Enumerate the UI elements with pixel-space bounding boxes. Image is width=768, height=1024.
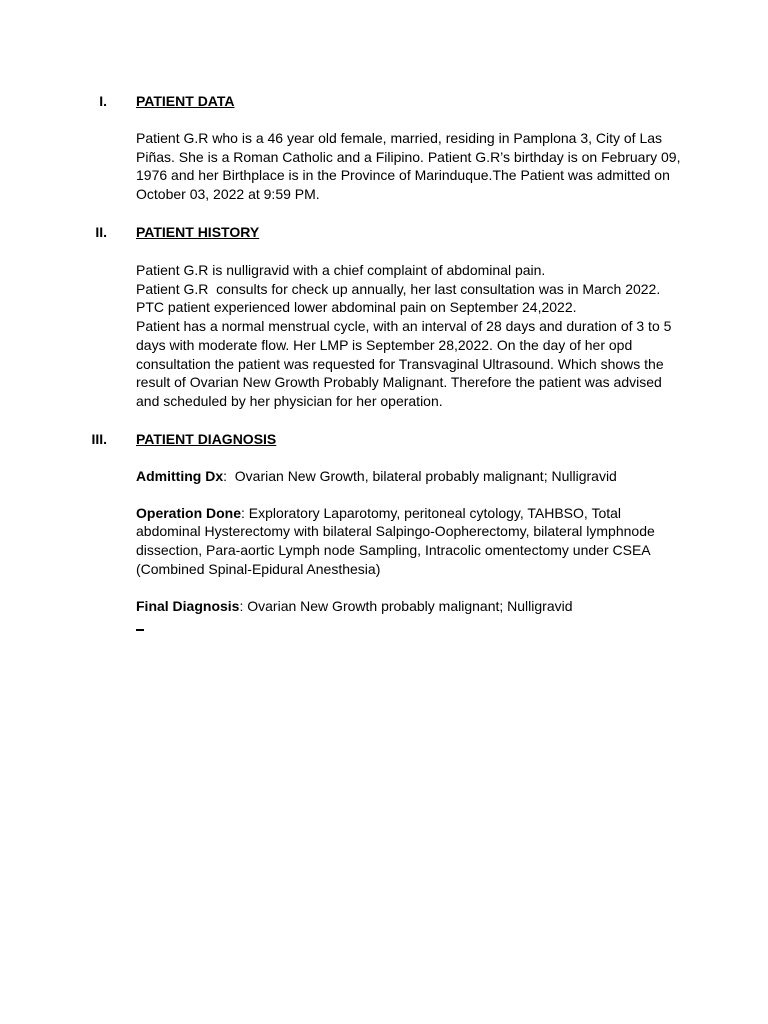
final-diagnosis-entry (136, 597, 681, 616)
section-paragraph: Patient G.R is nulligravid with a chief complaint of abdominal pain. Patient G.R consults for check up annually, her last consultation was in March 2022. PTC patient experienced lower abdominal pain on September 24,2022. Patient has a normal menstrual cycle, with an interval of 28 days and duration of 3 to 5 days with moderate flow. Her LMP is September 28,2022. On the day of her opd consultation the patient was requested for Transvaginal Ultrasound. Which shows the result of Ovarian New Growth Probably Malignant. Therefore the patient was advised and scheduled by her physician for her operation. (136, 262, 672, 409)
operation-done-text: : Exploratory Laparotomy, peritoneal cytology, TAHBSO, Total abdominal Hysterectomy with bilateral Salpingo-Oopherectomy, bilateral lymphnode dissection, Para-aortic Lymph node Sampling, Intracolic omentectomy under CSEA (Combined Spinal-Epidural Anesthesia) (136, 504, 659, 577)
operation-done-label: Operation Done (136, 504, 242, 521)
admitting-dx-text: : Ovarian New Growth, bilateral probably malignant; Nulligravid (223, 468, 617, 484)
section-title: PATIENT HISTORY (136, 224, 260, 240)
section-title: PATIENT DATA (136, 93, 235, 109)
section-number: II. (95, 224, 107, 240)
section-title: PATIENT DIAGNOSIS (136, 431, 277, 447)
section-patient-data (99, 92, 685, 204)
admitting-dx-entry (136, 467, 681, 486)
section-patient-diagnosis (91, 430, 681, 631)
trailing-dash (136, 629, 144, 631)
section-paragraph: Patient G.R who is a 46 year old female, married, residing in Pamplona 3, City of Las Piñas. She is a Roman Catholic and a Filipino. Patient G.R’s birthday is on February 09, 1976 and her Birthplace is in the Province of Marinduque.The Patient was admitted on October 03, 2022 at 9:59 PM. (136, 130, 685, 203)
section-number: III. (91, 431, 107, 447)
final-diagnosis-text: : Ovarian New Growth probably malignant; Nulligravid (239, 597, 573, 614)
operation-done-entry (136, 504, 681, 579)
final-diagnosis-label: Final Diagnosis (136, 597, 240, 614)
section-number: I. (99, 93, 107, 109)
admitting-dx-label: Admitting Dx (136, 468, 224, 484)
section-patient-history (95, 223, 681, 411)
